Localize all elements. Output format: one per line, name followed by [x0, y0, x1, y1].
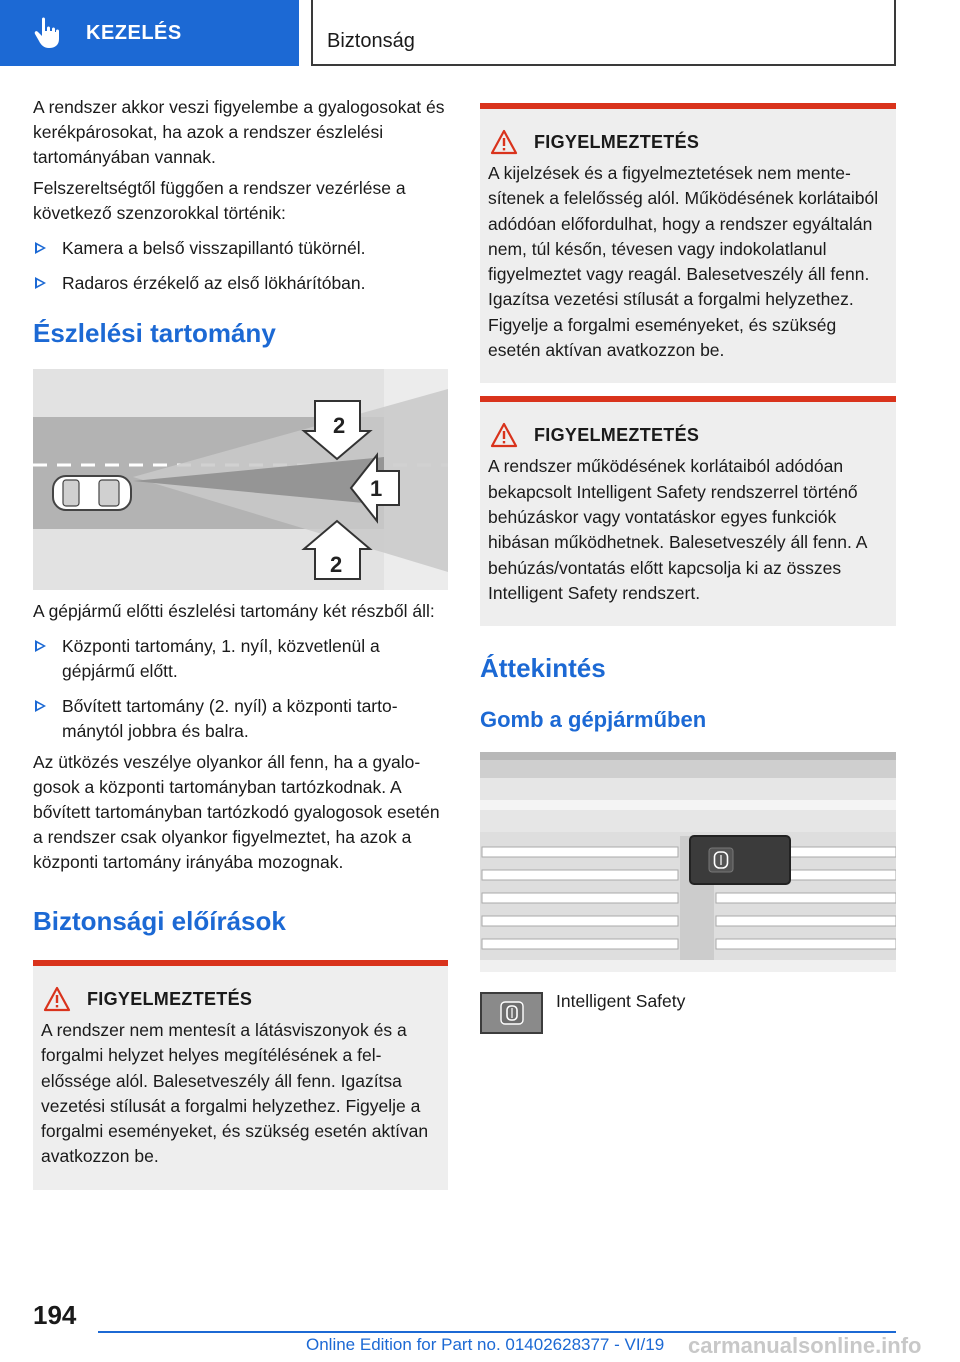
- sensor-list: [33, 236, 448, 296]
- triangle-bullet-icon: [35, 277, 46, 289]
- list-item: Központi tartomány, 1. nyíl, közvetlenül a gépjármű előtt.: [33, 634, 448, 684]
- detection-range-heading: Észlelési tartomány: [33, 318, 276, 348]
- arrow-label: 2: [330, 552, 343, 577]
- warning-box: [33, 960, 448, 1190]
- section-title: Biztonság: [327, 30, 415, 52]
- list-item: Radaros érzékelő az első lökhárítóban.: [33, 271, 448, 296]
- triangle-bullet-icon: [35, 700, 46, 712]
- detection-paragraph-2: Az ütközés veszélye olyankor áll fenn, ha a gyalogosok a központi tartományban tartózkodnak. A bővített tartományban tartózkodó gyalogosok esetén a rendszer csak olyankor figyelmeztet, ha azok a központi tartomány irányába mozognak.: [33, 752, 440, 872]
- section-header: [311, 0, 896, 66]
- arrow-label: 1: [370, 476, 383, 501]
- warning-triangle-icon: [490, 422, 518, 448]
- detection-paragraph-1: A gépjármű előtti észlelési tartomány két részből áll:: [33, 601, 435, 621]
- warning-text: A kijelzések és a figyelmeztetések nem mentesítenek a felelősség alól. Működésének korlátaiból adódóan előfordulhat, hogy a rendszer egyáltalán nem, túl későn, tévesen vagy indokolatlanul figyelmeztet vagy reagál. Balesetveszély áll fenn. Igazítsa vezetési stílusát a forgalmi helyzethez. Figyelje a forgalmi eseményeket, és szükség esetén aktívan avatkozzon be.: [488, 163, 879, 361]
- list-item: Kamera a belső visszapillantó tükörnél.: [33, 236, 448, 261]
- button-location-figure: [480, 752, 896, 972]
- warning-box: [480, 396, 896, 626]
- watermark: carmanualsonline.info: [688, 1333, 922, 1358]
- chapter-tab: [0, 0, 299, 66]
- intelligent-safety-button: [480, 992, 543, 1034]
- right-column: [480, 103, 896, 1034]
- page-number: 194: [33, 1300, 77, 1330]
- range-list: [33, 634, 448, 744]
- detection-range-figure: [33, 369, 448, 590]
- intelligent-safety-icon: [499, 1000, 525, 1026]
- safety-heading: Biztonsági előírások: [33, 906, 286, 936]
- left-column: [33, 95, 448, 1190]
- intro-paragraph-2: Felszereltségtől függően a rendszer vezérlése a következő szenzorokkal történik:: [33, 178, 406, 223]
- intro-paragraph-1: A rendszer akkor veszi figyelembe a gyalogosokat és kerékpárosokat, ha azok a rendszer észlelési tartományában vannak.: [33, 97, 445, 167]
- chapter-title: KEZELÉS: [86, 22, 182, 44]
- legend-row: [480, 992, 896, 1034]
- warning-triangle-icon: [43, 986, 71, 1012]
- warning-title: FIGYELMEZTETÉS: [534, 132, 700, 152]
- warning-box: [480, 103, 896, 383]
- warning-text: A rendszer nem mentesít a látásviszonyok és a forgalmi helyzet helyes megítélésének a felelőssége alól. Balesetveszély áll fenn. Igazítsa vezetési stílusát a forgalmi helyzethez. Figyelje a forgalmi eseményeket, és szükség esetén aktívan avatkozzon be.: [41, 1020, 429, 1167]
- button-heading: Gomb a gépjárműben: [480, 707, 707, 733]
- warning-title: FIGYELMEZTETÉS: [534, 425, 700, 446]
- triangle-bullet-icon: [35, 242, 46, 254]
- overview-heading: Áttekintés: [480, 653, 606, 684]
- list-item: Bővített tartomány (2. nyíl) a központi tartománytól jobbra és balra.: [33, 694, 448, 744]
- warning-title: FIGYELMEZTETÉS: [87, 989, 253, 1009]
- legend-label: Intelligent Safety: [556, 991, 686, 1012]
- warning-text: A rendszer működésének korlátaiból adódóan bekapcsolt Intelligent Safety rendszerrel történő behúzáskor vagy vontatáskor egyes funkciók hibásan működhetnek. Balesetveszély áll fenn. A behúzás/vontatás előtt kapcsolja ki az összes Intelligent Safety rendszert.: [488, 456, 867, 603]
- hand-pointer-icon: [30, 15, 66, 51]
- warning-triangle-icon: [490, 129, 518, 155]
- footer-edition: Online Edition for Part no. 01402628377 - VI/19: [306, 1335, 665, 1354]
- triangle-bullet-icon: [35, 640, 46, 652]
- arrow-label: 2: [333, 413, 346, 438]
